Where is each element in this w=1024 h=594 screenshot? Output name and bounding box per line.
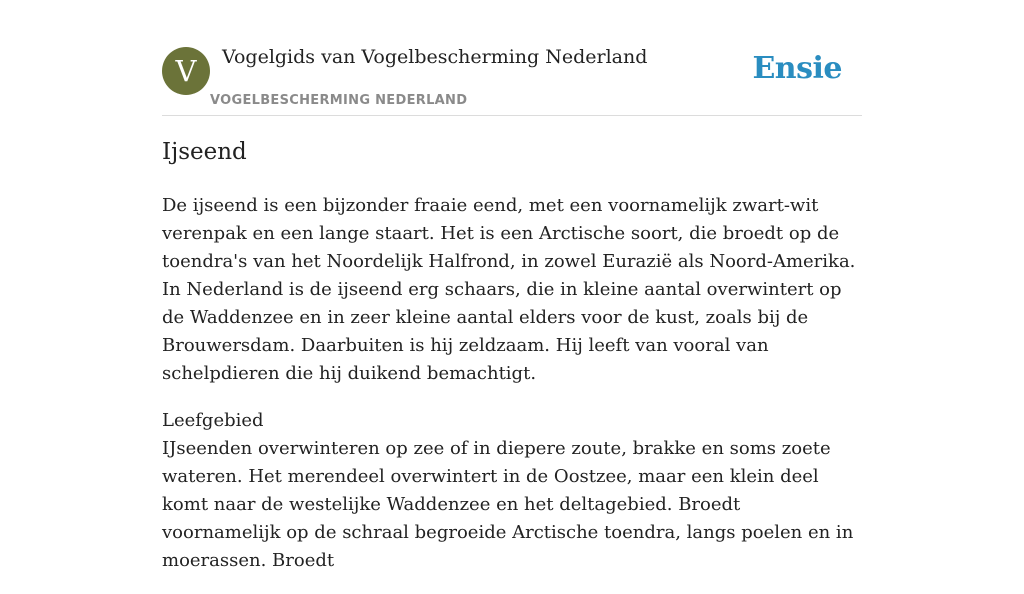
page-header xyxy=(162,0,862,116)
site-title[interactable]: Vogelgids van Vogelbescherming Nederland xyxy=(222,46,648,68)
section-heading-leefgebied: Leefgebied xyxy=(162,410,264,431)
ensie-logo[interactable]: Ensie xyxy=(752,51,842,86)
article-body xyxy=(162,192,862,594)
intro-paragraph: De ijseend is een bijzonder fraaie eend, met een voornamelijk zwart-wit verenpak en een lange staart. Het is een Arctische soort, die broedt op de toendra's van het Noordelijk Halfrond, in zowel Eurazië als Noord-Amerika. In Nederland is de ijseend erg schaars, die in kleine aantal overwintert op de Waddenzee en in zeer kleine aantal elders voor de kust, zoals bij de Brouwersdam. Daarbuiten is hij zeldzaam. Hij leeft van vooral van schelpdieren die hij duikend bemachtigt. xyxy=(162,195,856,384)
avatar[interactable]: V xyxy=(162,47,210,95)
article-title: Ijseend xyxy=(162,139,247,165)
section-paragraph-leefgebied: IJseenden overwinteren op zee of in diepere zoute, brakke en soms zoete wateren. Het merendeel overwintert in de Oostzee, maar een klein deel komt naar de westelijke Waddenzee en het deltagebied. Broedt voornamelijk op de schraal begroeide Arctische toendra, langs poelen en in moerassen. Broedt xyxy=(162,438,854,571)
site-subtitle[interactable]: VOGELBESCHERMING NEDERLAND xyxy=(210,93,468,108)
page-container xyxy=(162,0,862,571)
